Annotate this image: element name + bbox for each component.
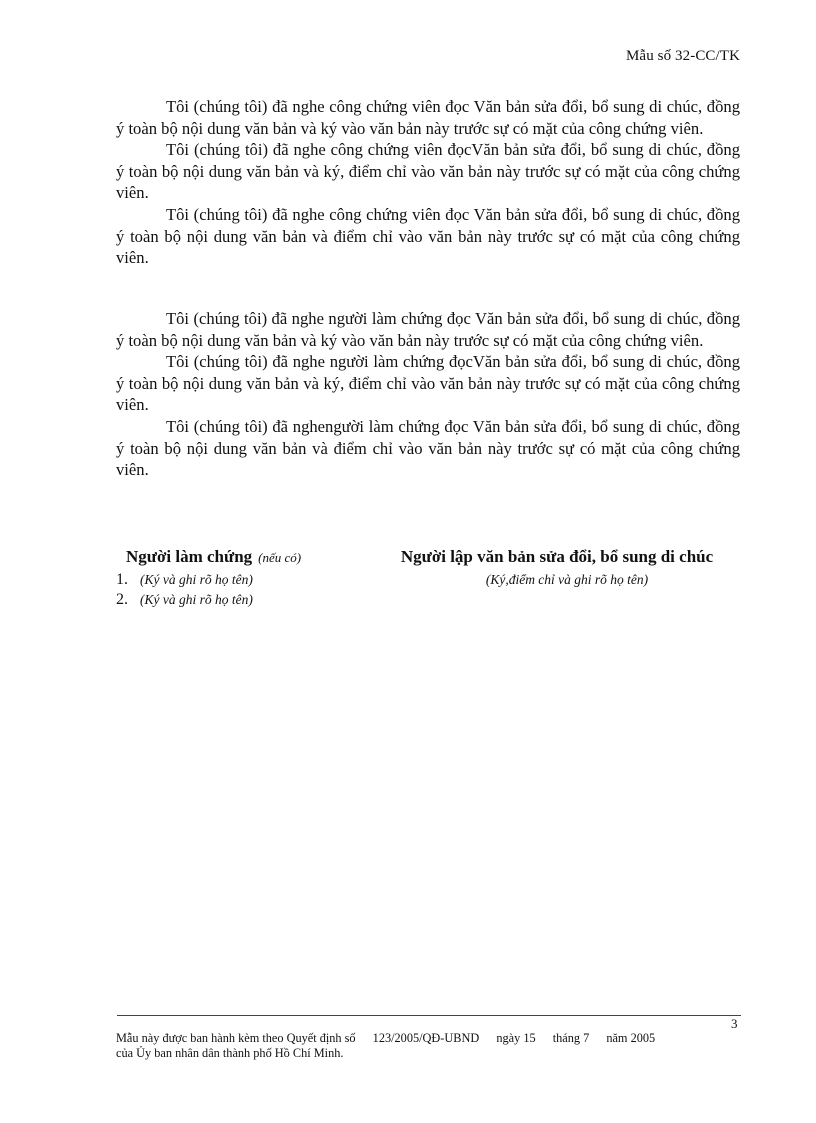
footer-month: 7 <box>583 1031 590 1045</box>
witness-statements <box>116 308 740 481</box>
footer-divider <box>117 1015 741 1016</box>
witness-sign-hint: (Ký và ghi rõ họ tên) <box>140 592 253 607</box>
footer-month-label: tháng <box>552 1031 581 1045</box>
footer-decision-prefix: Mẫu này được ban hành kèm theo Quyết định số <box>116 1031 356 1045</box>
footer-day: 15 <box>523 1031 536 1045</box>
witness-title-text: Người làm chứng <box>126 547 253 566</box>
footer-decision-number: 123/2005/QĐ-UBND <box>372 1031 480 1045</box>
author-title: Người lập văn bản sửa đổi, bổ sung di chúc <box>400 547 714 566</box>
witness-number: 2. <box>116 591 128 608</box>
witness-optional-note: (nếu có) <box>258 550 302 565</box>
witness-number: 1. <box>116 571 128 588</box>
witness-signature-block <box>126 546 301 569</box>
notary-statement-fingerprint: Tôi (chúng tôi) đã nghe công chứng viên đọc Văn bản sửa đổi, bổ sung di chúc, đồng ý toàn bộ nội dung văn bản và điểm chỉ vào văn bản này trước sự có mặt của công chứng viên. <box>116 204 740 268</box>
footer-year-label: năm <box>606 1031 628 1045</box>
author-signature-block <box>377 546 737 590</box>
form-code: Mẫu số 32-CC/TK <box>626 48 740 64</box>
witness-signature-line <box>116 590 253 610</box>
witness-statement-fingerprint: Tôi (chúng tôi) đã nghengười làm chứng đọc Văn bản sửa đổi, bổ sung di chúc, đồng ý toàn bộ nội dung văn bản và điểm chỉ vào văn bản này trước sự có mặt của công chứng viên. <box>116 416 740 480</box>
witness-signature-list <box>116 570 253 610</box>
witness-statement-sign: Tôi (chúng tôi) đã nghe người làm chứng đọc Văn bản sửa đổi, bổ sung di chúc, đồng ý toàn bộ nội dung văn bản và ký vào văn bản này trước sự có mặt của công chứng viên. <box>116 309 740 350</box>
footer-note <box>116 1031 756 1061</box>
notary-statement-sign-fingerprint: Tôi (chúng tôi) đã nghe công chứng viên đọcVăn bản sửa đổi, bổ sung di chúc, đồng ý toàn bộ nội dung văn bản và ký, điểm chỉ vào văn bản này trước sự có mặt của công chứng viên. <box>116 140 740 203</box>
witness-title <box>126 546 301 569</box>
footer-note-line-1 <box>116 1031 756 1046</box>
witness-signature-line <box>116 570 253 590</box>
footer-note-line-2: của Ủy ban nhân dân thành phố Hồ Chí Minh. <box>116 1046 344 1060</box>
witness-sign-hint: (Ký và ghi rõ họ tên) <box>140 572 253 587</box>
footer-year: 2005 <box>630 1031 656 1045</box>
witness-statement-sign-fingerprint: Tôi (chúng tôi) đã nghe người làm chứng đọcVăn bản sửa đổi, bổ sung di chúc, đồng ý toàn bộ nội dung văn bản và ký, điểm chỉ vào văn bản này trước sự có mặt của công chứng viên. <box>116 352 740 415</box>
author-sign-hint: (Ký,điểm chỉ và ghi rõ họ tên) <box>485 572 649 587</box>
notary-statement-sign: Tôi (chúng tôi) đã nghe công chứng viên đọc Văn bản sửa đổi, bổ sung di chúc, đồng ý toàn bộ nội dung văn bản và ký vào văn bản này trước sự có mặt của công chứng viên. <box>116 97 740 138</box>
notary-statements <box>116 96 740 269</box>
page-number: 3 <box>731 1016 738 1031</box>
footer-day-label: ngày <box>496 1031 521 1045</box>
